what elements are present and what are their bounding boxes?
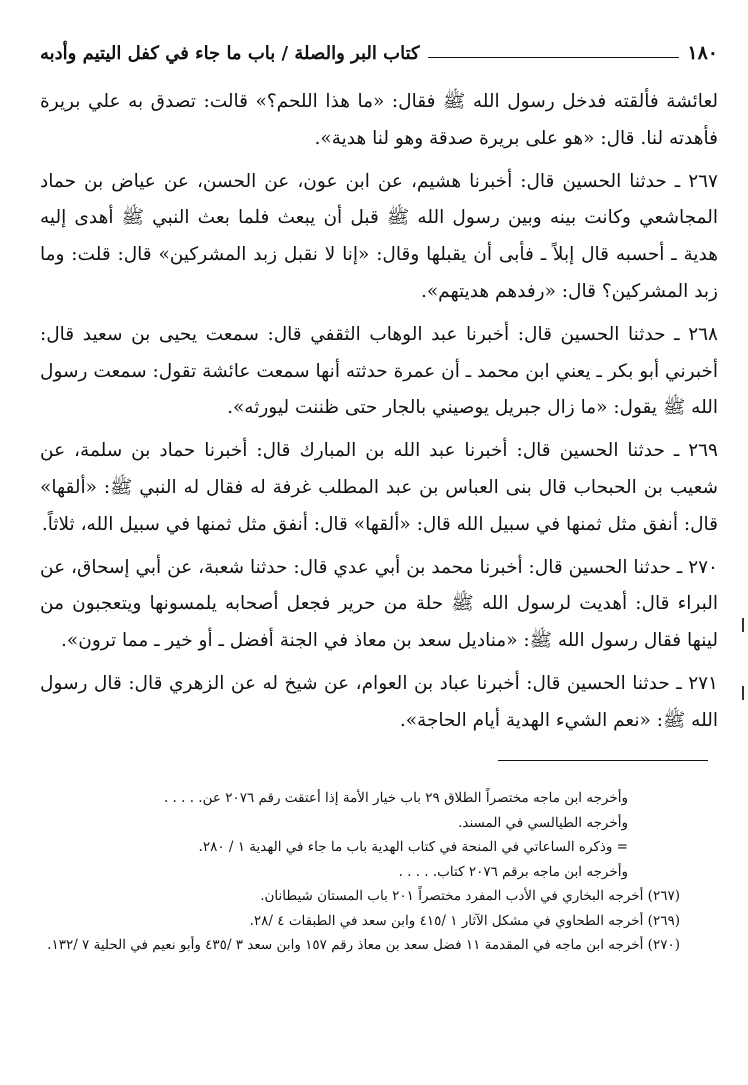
footnote-267: (٢٦٧) أخرجه البخاري في الأدب المفرد مختصراً ٢٠١ باب المستان شيطانان. bbox=[260, 888, 680, 904]
header-rule bbox=[428, 57, 680, 58]
footnote-line: وأخرجه الطيالسي في المسند. bbox=[458, 814, 628, 831]
page-number: ١٨٠ bbox=[687, 42, 718, 64]
hadith-268: ٢٦٨ ـ حدثنا الحسين قال: أخبرنا عبد الوهاب الثقفي قال: سمعت يحيى بن سعيد قال: أخبرني أبو بكر ـ يعني ابن محمد ـ أن عمرة حدثته أنها سمعت عائشة تقول: سمعت رسول الله ﷺ يقول: «ما زال جبريل يوصيني بالجار حتى ظننت ليورثه». bbox=[40, 323, 718, 419]
chapter-title: كتاب البر والصلة / باب ما جاء في كفل اليتيم وأدبه bbox=[40, 43, 420, 64]
hadith-267: ٢٦٧ ـ حدثنا الحسين قال: أخبرنا هشيم، عن ابن عون، عن الحسن، عن عياض بن حماد المجاشعي وكانت بينه وبين رسول الله ﷺ قبل أن يبعث فلما بعث النبي ﷺ أهدى إليه هدية ـ أحسبه قال إبلاً ـ فأبى أن يقبلها وقال: «إنا لا نقبل زبد المشركين» قال: قلت: وما زبد المشركين؟ قال: «رفدهم هديتهم». bbox=[40, 170, 718, 302]
running-header bbox=[40, 30, 718, 64]
hadith-270: ٢٧٠ ـ حدثنا الحسين قال: أخبرنا محمد بن أبي عدي قال: حدثنا شعبة، عن أبي إسحاق، عن البراء قال: أهديت لرسول الله ﷺ حلة من حرير فجعل أصحابه يلمسونها ويتعجبون من لينها فقال رسول الله ﷺ: «مناديل سعد بن معاذ في الجنة أفضل ـ أو خير ـ مما ترون». bbox=[40, 556, 718, 652]
footnote-line: وأخرجه ابن ماجه مختصراً الطلاق ٢٩ باب خيار الأمة إذا أعتقت رقم ٢٠٧٦ عن. . . . . bbox=[163, 790, 628, 806]
paragraph-continuation: لعائشة فألقته فدخل رسول الله ﷺ فقال: «ما هذا اللحم؟» قالت: تصدق به علي بريرة فأهدته لنا. قال: «هو على بريرة صدقة وهو لنا هدية». bbox=[40, 91, 718, 149]
footnotes bbox=[40, 786, 680, 958]
main-text bbox=[40, 84, 718, 740]
scan-edge-mark bbox=[742, 618, 744, 632]
hadith-271: ٢٧١ ـ حدثنا الحسين قال: أخبرنا عباد بن العوام، عن شيخ له عن الزهري قال: قال رسول الله ﷺ: «نعم الشيء الهدية أيام الحاجة». bbox=[40, 672, 718, 731]
footnote-270: (٢٧٠) أخرجه ابن ماجه في المقدمة ١١ فضل سعد بن معاذ رقم ١٥٧ وابن سعد ٣ /٤٣٥ وأبو نعيم في الحلية ٧ /١٣٢. bbox=[47, 937, 680, 953]
scan-edge-mark bbox=[742, 686, 744, 700]
footnote-line: وأخرجه ابن ماجه برقم ٢٠٧٦ كتاب. . . . . bbox=[398, 863, 628, 880]
footnote-line: = وذكره الساعاتي في المنحة في كتاب الهدية باب ما جاء في الهدية ١ / ٢٨٠. bbox=[198, 839, 628, 855]
hadith-269: ٢٦٩ ـ حدثنا الحسين قال: أخبرنا عبد الله بن المبارك قال: أخبرنا حماد بن سلمة، عن شعيب بن الحبحاب قال بنى العباس بن عبد المطلب غرفة له فقال له النبي ﷺ: «ألقها» قال: أنفق مثل ثمنها في سبيل الله قال: «ألقها» قال: أنفق مثل ثمنها في سبيل الله، ثلاثاً. bbox=[40, 440, 718, 535]
page-content bbox=[40, 30, 718, 746]
footnote-separator bbox=[498, 760, 708, 761]
footnote-269: (٢٦٩) أخرجه الطحاوي في مشكل الآثار ١ /٤١٥ وابن سعد في الطبقات ٤ /٢٨. bbox=[249, 912, 680, 929]
